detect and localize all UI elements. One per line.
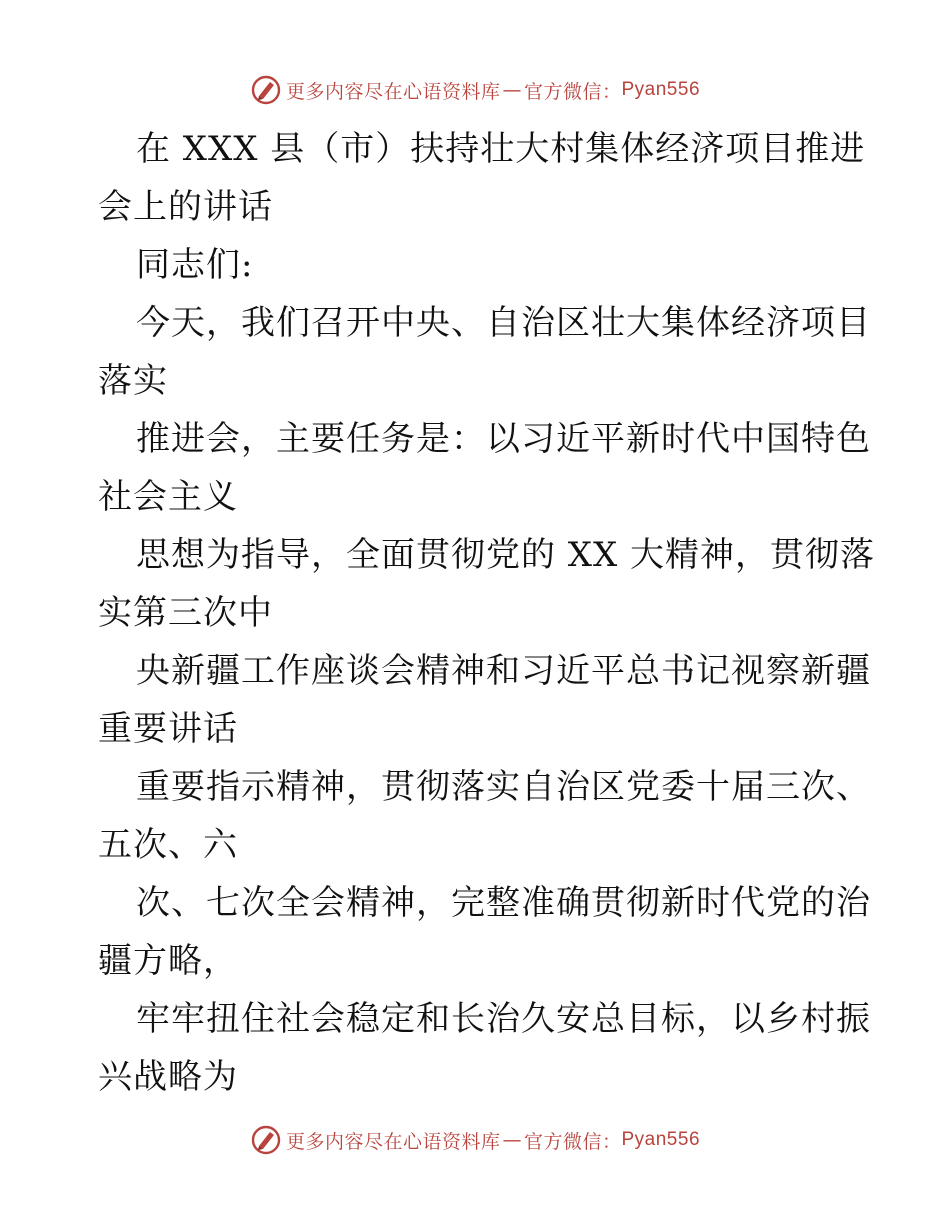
body-line: 央新疆工作座谈会精神和习近平总书记视察新疆 xyxy=(136,651,871,691)
pen-logo-icon xyxy=(250,1124,282,1156)
body-line: 推进会，主要任务是：以习近平新时代中国特色 xyxy=(136,419,871,459)
watermark-main-text: 更多内容尽在心语资料库 xyxy=(285,1130,501,1153)
body-line: 兴战略为 xyxy=(98,1057,238,1097)
watermark-wechat-id: Pyan556 xyxy=(621,1129,701,1150)
watermark-wechat-label: 官方微信： xyxy=(523,1130,622,1153)
pen-logo-icon xyxy=(250,74,282,106)
document-body xyxy=(98,120,876,1106)
watermark-footer xyxy=(0,1120,950,1160)
body-line: 思想为指导，全面贯彻党的 XX 大精神，贯彻落 xyxy=(136,535,876,575)
salutation: 同志们: xyxy=(136,245,254,285)
body-line: 五次、六 xyxy=(98,825,238,865)
body-line: 次、七次全会精神，完整准确贯彻新时代党的治 xyxy=(136,883,871,923)
watermark-wechat-id: Pyan556 xyxy=(621,79,701,100)
body-line: 今天，我们召开中央、自治区壮大集体经济项目 xyxy=(136,303,871,343)
watermark-main-text: 更多内容尽在心语资料库 xyxy=(285,80,501,103)
body-line: 实第三次中 xyxy=(98,593,273,633)
body-line: 社会主义 xyxy=(98,477,238,517)
body-line: 重要讲话 xyxy=(98,709,238,749)
speech-title-line-2: 会上的讲话 xyxy=(98,187,273,227)
body-line: 牢牢扭住社会稳定和长治久安总目标，以乡村振 xyxy=(136,999,871,1039)
watermark-wechat-label: 官方微信： xyxy=(523,80,622,103)
body-line: 落实 xyxy=(98,361,168,401)
speech-title-line-1: 在 XXX 县（市）扶持壮大村集体经济项目推进 xyxy=(136,129,866,169)
watermark-dash: — xyxy=(502,1129,522,1151)
body-line: 重要指示精神，贯彻落实自治区党委十届三次、 xyxy=(136,767,871,807)
watermark-dash: — xyxy=(502,79,522,101)
body-line: 疆方略， xyxy=(98,941,238,981)
watermark-header xyxy=(0,70,950,110)
